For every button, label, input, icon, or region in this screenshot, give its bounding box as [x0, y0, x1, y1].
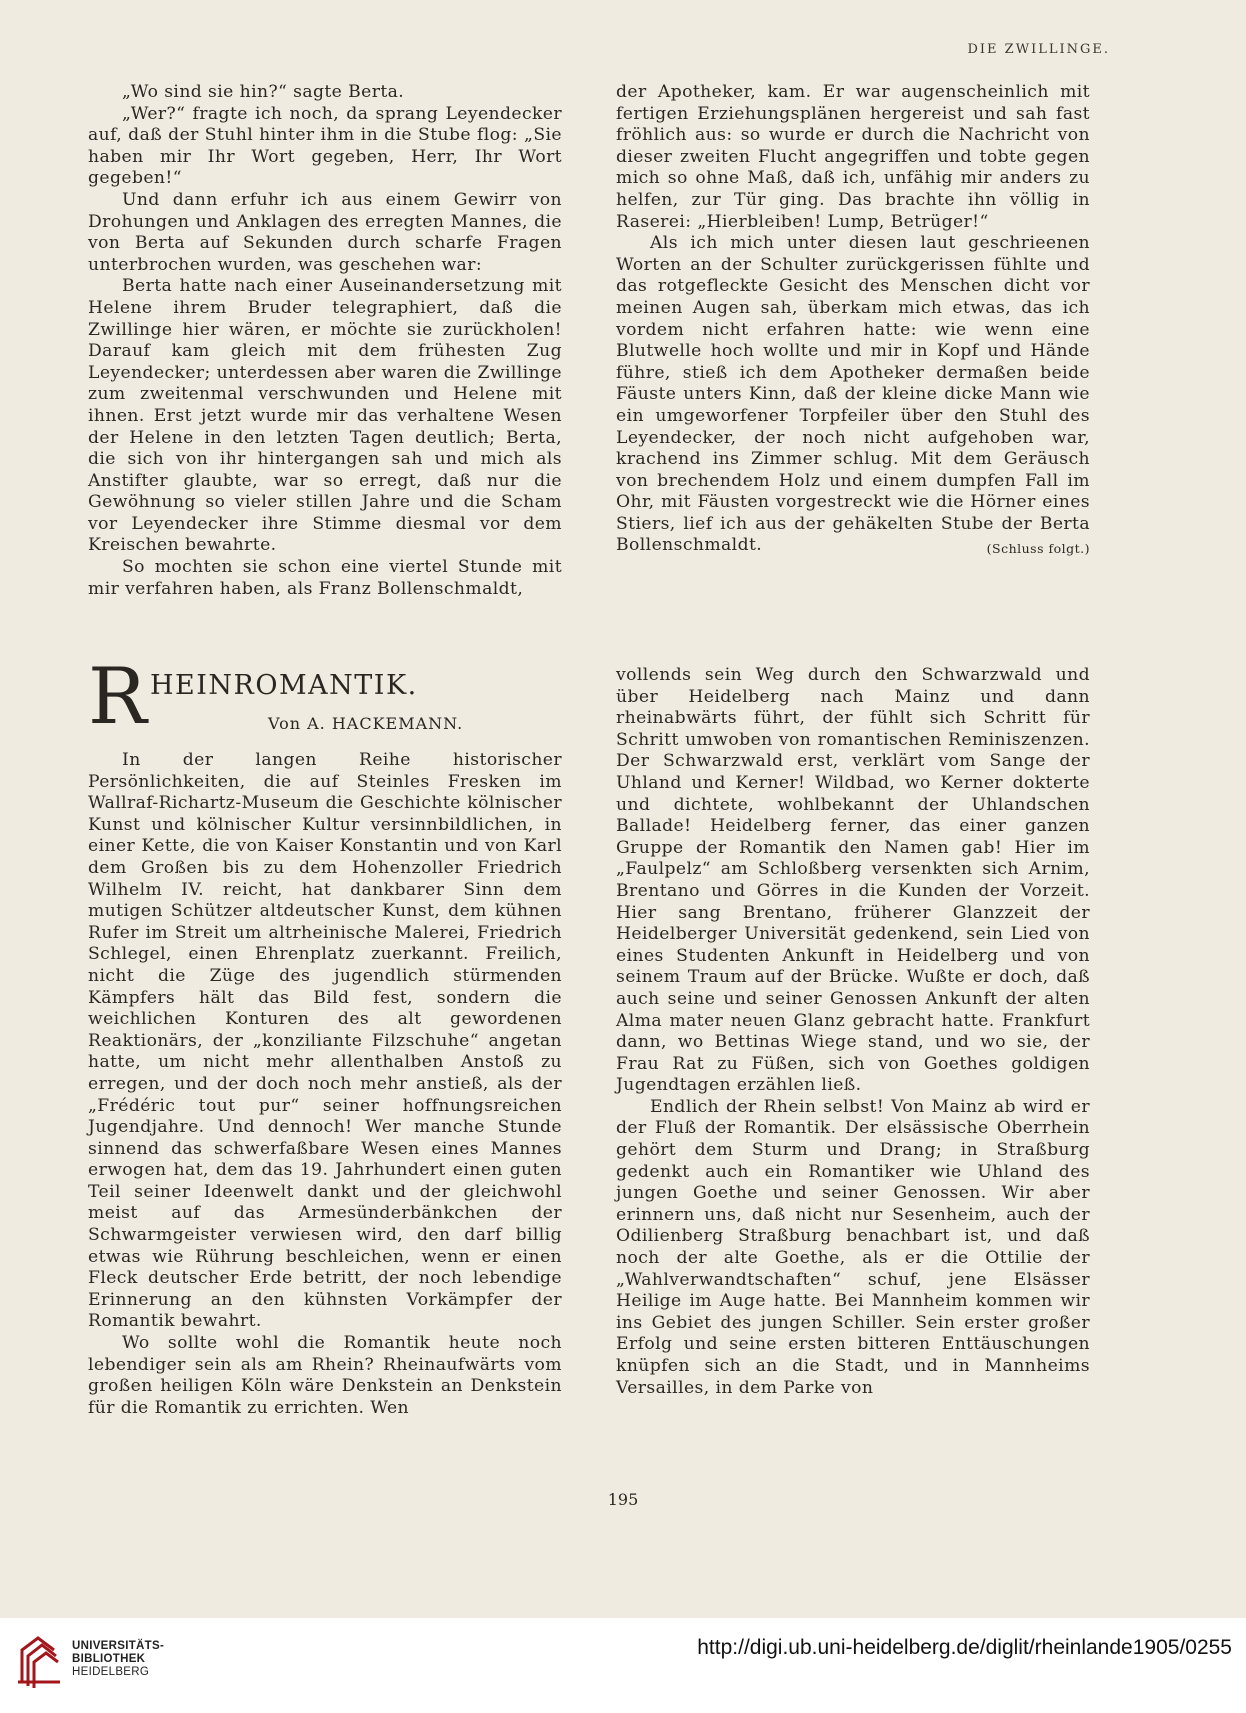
article-title: HEINROMANTIK. — [150, 670, 418, 701]
paragraph — [616, 233, 1090, 557]
paragraph: der Apotheker, kam. Er war augenscheinlich mit fertigen Erziehungsplänen hergereist und sah fast fröhlich aus: so wurde er durch die Nachricht von dieser zweiten Flucht angegriffen und tobte gegen mich so ohne Maß, daß ich, unfähig mir anders zu helfen, zur Tür ging. Das brachte ihn völlig in Raserei: „Hierbleiben! Lump, Betrüger!“ — [616, 82, 1090, 232]
paragraph: „Wo sind sie hin?“ sagte Berta. — [122, 82, 405, 102]
paragraph: In der langen Reihe historischer Persönlichkeiten, die auf Steinles Fresken im Wallraf-Richartz-Museum die Geschichte kölnischer Kunst und kölnischer Kultur versinnbildlichen, in einer Kette, die von Kaiser Konstantin und von Karl dem Großen bis zu dem Hohenzoller Friedrich Wilhelm IV. reicht, hat dankbarer Sinn dem mutigen Schützer altdeutscher Kunst, dem kühnen Rufer im Streit um altrheinische Malerei, Friedrich Schlegel, einen Ehrenplatz zuerkannt. Freilich, nicht die Züge des jugendlich stürmenden Kämpfers hält das Bild fest, sondern die weichlichen Konturen des alt gewordenen Reaktionärs, der „konziliante Filzschuhe“ angetan hatte, um nicht mehr allenthalben Anstoß zu erregen, und der doch noch mehr anstieß, als der „Frédéric tout pur“ seiner hoffnungsreichen Jugendjahre. Und dennoch! Wer manche Stunde sinnend das schwerfaßbare Wesen eines Mannes erwogen hat, dem das 19. Jahrhundert einen guten Teil seiner Ideenwelt dankt und der gleichwohl meist auf das Armesünderbänkchen der Schwarmgeister verwiesen wird, den darf billig etwas wie Rührung beschleichen, wenn er einen Fleck deutscher Erde betritt, der noch lebendige Erinnerung an den kühnsten Vorkämpfer der Romantik bewahrt. — [88, 750, 562, 1332]
paragraph-text: Als ich mich unter diesen laut geschrieenen Worten an der Schulter zurückgerissen fühlte und das rotgefleckte Gesicht des Menschen dicht vor meinen Augen sah, überkam mich etwas, das ich vordem nicht erfahren hatte: wie wenn eine Blutwelle hoch wollte und mir in Kopf und Hände führe, stieß ich dem Apotheker dermaßen beide Fäuste unters Kinn, daß der kleine dicke Mann wie ein umgeworfener Torpfeiler über den Stuhl des Leyendecker, der noch nicht aufgehoben war, krachend ins Zimmer schlug. Mit dem Geräusch von brechendem Holz und einem dumpfen Fall im Ohr, mit Fäusten vorgestreckt wie die Hörner eines Stiers, lief ich aus der gehäkelten Stube der Berta Bollenschmaldt. — [616, 233, 1090, 556]
drop-cap: R — [88, 652, 147, 742]
paragraph: Endlich der Rhein selbst! Von Mainz ab wird er der Fluß der Romantik. Der elsässische Oberrhein gehört dem Sturm und Drang; in Straßburg gedenkt auch ein Romantiker wie Uhland des jungen Goethe und seiner Genossen. Wir aber erinnern uns, daß nicht nur Sesenheim, auch der Odilienberg Straßburg benachbart ist, und daß noch der alte Goethe, als er die Ottilie der „Wahlverwandtschaften“ schuf, jene Elsässer Heilige im Auge hatte. Bei Mannheim kommen wir ins Gebiet des jungen Schiller. Sein erster großer Erfolg und seine ersten bitteren Enttäuschungen knüpfen sich an die Stadt, und in Mannheims Versailles, in dem Parke von — [616, 1096, 1090, 1398]
library-logo-icon — [14, 1632, 64, 1690]
paragraph: So mochten sie schon eine viertel Stunde mit mir verfahren haben, als Franz Bollenschmaldt, — [88, 557, 562, 599]
source-url: http://digi.ub.uni-heidelberg.de/diglit/rheinlande1905/0255 — [697, 1636, 1232, 1659]
continuation-note: (Schluss folgt.) — [986, 541, 1090, 557]
story-left-column — [88, 82, 562, 600]
story-right-column — [616, 82, 1090, 560]
library-name: UNIVERSITÄTS- BIBLIOTHEK HEIDELBERG — [72, 1640, 165, 1678]
paragraph: Und dann erfuhr ich aus einem Gewirr von Drohungen und Anklagen des erregten Mannes, die von Berta auf Sekunden durch scharfe Fragen unterbrochen wurden, was geschehen war: — [88, 189, 562, 275]
article-right-column — [616, 665, 1090, 1399]
article-left-column — [88, 750, 562, 1419]
paragraph: „Wer?“ fragte ich noch, da sprang Leyendecker auf, daß der Stuhl hinter ihm in die Stube flog: „Sie haben mir Ihr Wort gegeben, Herr, Ihr Wort gegeben!“ — [88, 103, 562, 189]
paragraph: Wo sollte wohl die Romantik heute noch lebendiger sein als am Rhein? Rheinaufwärts vom großen heiligen Köln wäre Denkstein an Denkstein für die Romantik zu errichten. Wen — [88, 1333, 562, 1418]
paragraph: vollends sein Weg durch den Schwarzwald und über Heidelberg nach Mainz und dann rheinabwärts führt, der fühlt sich Schritt für Schritt umwoben von romantischen Reminiszenzen. Der Schwarzwald erst, verklärt vom Sange der Uhland und Kerner! Wildbad, wo Kerner dokterte und dichtete, wohlbekannt der Uhlandschen Ballade! Heidelberg ferner, das einer ganzen Gruppe der Romantik den Namen gab! Hier im „Faulpelz“ am Schloßberg versenkten sich Arnim, Brentano und Görres in die Kunden der Vorzeit. Hier sang Brentano, früherer Glanzzeit der Heidelberger Universität gedenkend, sein Lied von eines Studenten Ankunft in Heidelberg und von seinem Traum auf der Brücke. Wußte er doch, daß auch seine und seiner Genossen Ankunft der alten Alma mater neuen Glanz gebracht hatte. Frankfurt dann, wo Bettinas Wiege stand, und wo sie, der Frau Rat zu Füßen, sich von Goethes goldigen Jugendtagen erzählen ließ. — [616, 665, 1090, 1096]
byline: Von A. HACKEMANN. — [268, 714, 464, 733]
page-number: 195 — [607, 1490, 639, 1509]
footer-bar — [0, 1618, 1246, 1713]
paragraph: Berta hatte nach einer Auseinandersetzung mit Helene ihrem Bruder telegraphiert, daß die Zwillinge hier wären, er möchte sie zurückholen! Darauf kam gleich mit dem frühesten Zug Leyendecker; unterdessen aber waren die Zwillinge zum zweitenmal verschwunden und Helene mit ihnen. Erst jetzt wurde mir das verhaltene Wesen der Helene in den letzten Tagen deutlich; Berta, die sich von ihr hintergangen sah und mich als Anstifter glaubte, war so erregt, daß nur die Gewöhnung so vieler stillen Jahre und die Scham vor Leyendecker ihre Stimme diesmal vor dem Kreischen bewahrte. — [88, 276, 562, 556]
running-head: DIE ZWILLINGE. — [967, 42, 1110, 57]
article-heading — [88, 652, 562, 742]
